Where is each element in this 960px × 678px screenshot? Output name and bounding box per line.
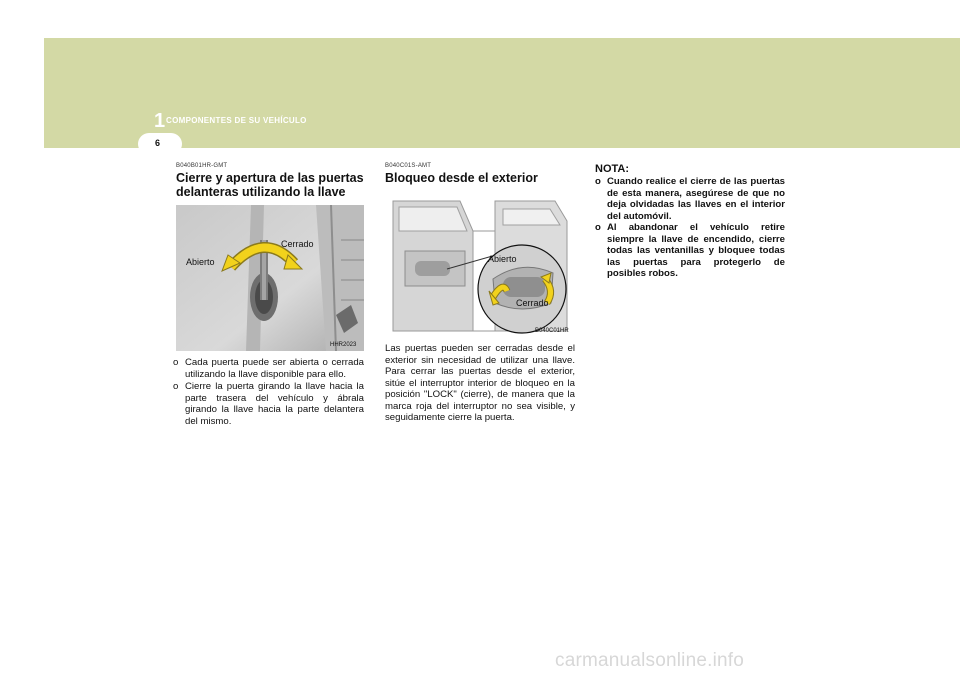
body-paragraph: Las puertas pueden ser cerradas desde el exterior sin necesidad de utilizar una llave. Para cerrar las puertas desde el exterior, sitúe el interruptor interior de bloqueo en la posición "LOCK" (cierre), de manera que la marca roja del interruptor no sea visible, y seguidamente cierre la puerta. bbox=[385, 343, 575, 423]
section-key-door-lock bbox=[173, 163, 364, 428]
section-code: B040C01S-AMT bbox=[385, 163, 432, 169]
label-closed: Cerrado bbox=[516, 298, 549, 308]
note-list bbox=[595, 176, 785, 280]
section-exterior-lock bbox=[385, 163, 575, 424]
list-item: o Cuando realice el cierre de las puertas de esta manera, asegúrese de que no deja olvidadas las llaves en el interior del automóvil. bbox=[595, 176, 785, 222]
section-heading: Bloqueo desde el exterior bbox=[385, 171, 538, 185]
page-number: 6 bbox=[155, 138, 161, 148]
section-code: B040B01HR-GMT bbox=[176, 163, 228, 169]
label-open: Abierto bbox=[488, 254, 517, 264]
note-box bbox=[595, 163, 785, 280]
header-band bbox=[44, 38, 960, 148]
door-key-lock-drawing bbox=[176, 205, 364, 351]
list-item: o Cierre la puerta girando la llave hacia la parte trasera del vehículo y ábrala girando la llave hacia la parte delantera del mismo. bbox=[173, 381, 364, 427]
watermark: carmanualsonline.info bbox=[555, 650, 745, 671]
section-heading bbox=[176, 171, 364, 199]
door-interior-drawing bbox=[385, 191, 575, 337]
list-item: o Al abandonar el vehículo retire siempre la llave de encendido, cierre todas las ventanillas y bloquee todas las puertas para protegerlo de posibles robos. bbox=[595, 222, 785, 279]
chapter-title: COMPONENTES DE SU VEHÍCULO bbox=[166, 116, 307, 125]
heading-line-2: delanteras utilizando la llave bbox=[176, 185, 346, 199]
key-lock-illustration bbox=[176, 205, 364, 351]
interior-lock-illustration bbox=[385, 191, 575, 337]
list-item: o Cada puerta puede ser abierta o cerrada utilizando la llave disponible para ello. bbox=[173, 357, 364, 380]
chapter-number: 1 bbox=[154, 110, 166, 132]
label-open: Abierto bbox=[186, 257, 215, 267]
instruction-list bbox=[173, 357, 364, 427]
heading-line-1: Cierre y apertura de las puertas bbox=[176, 171, 364, 185]
note-title: NOTA: bbox=[595, 163, 630, 175]
figure-code: HHR2023 bbox=[330, 342, 357, 348]
label-closed: Cerrado bbox=[281, 239, 314, 249]
figure-code: B040C01HR bbox=[535, 328, 569, 334]
